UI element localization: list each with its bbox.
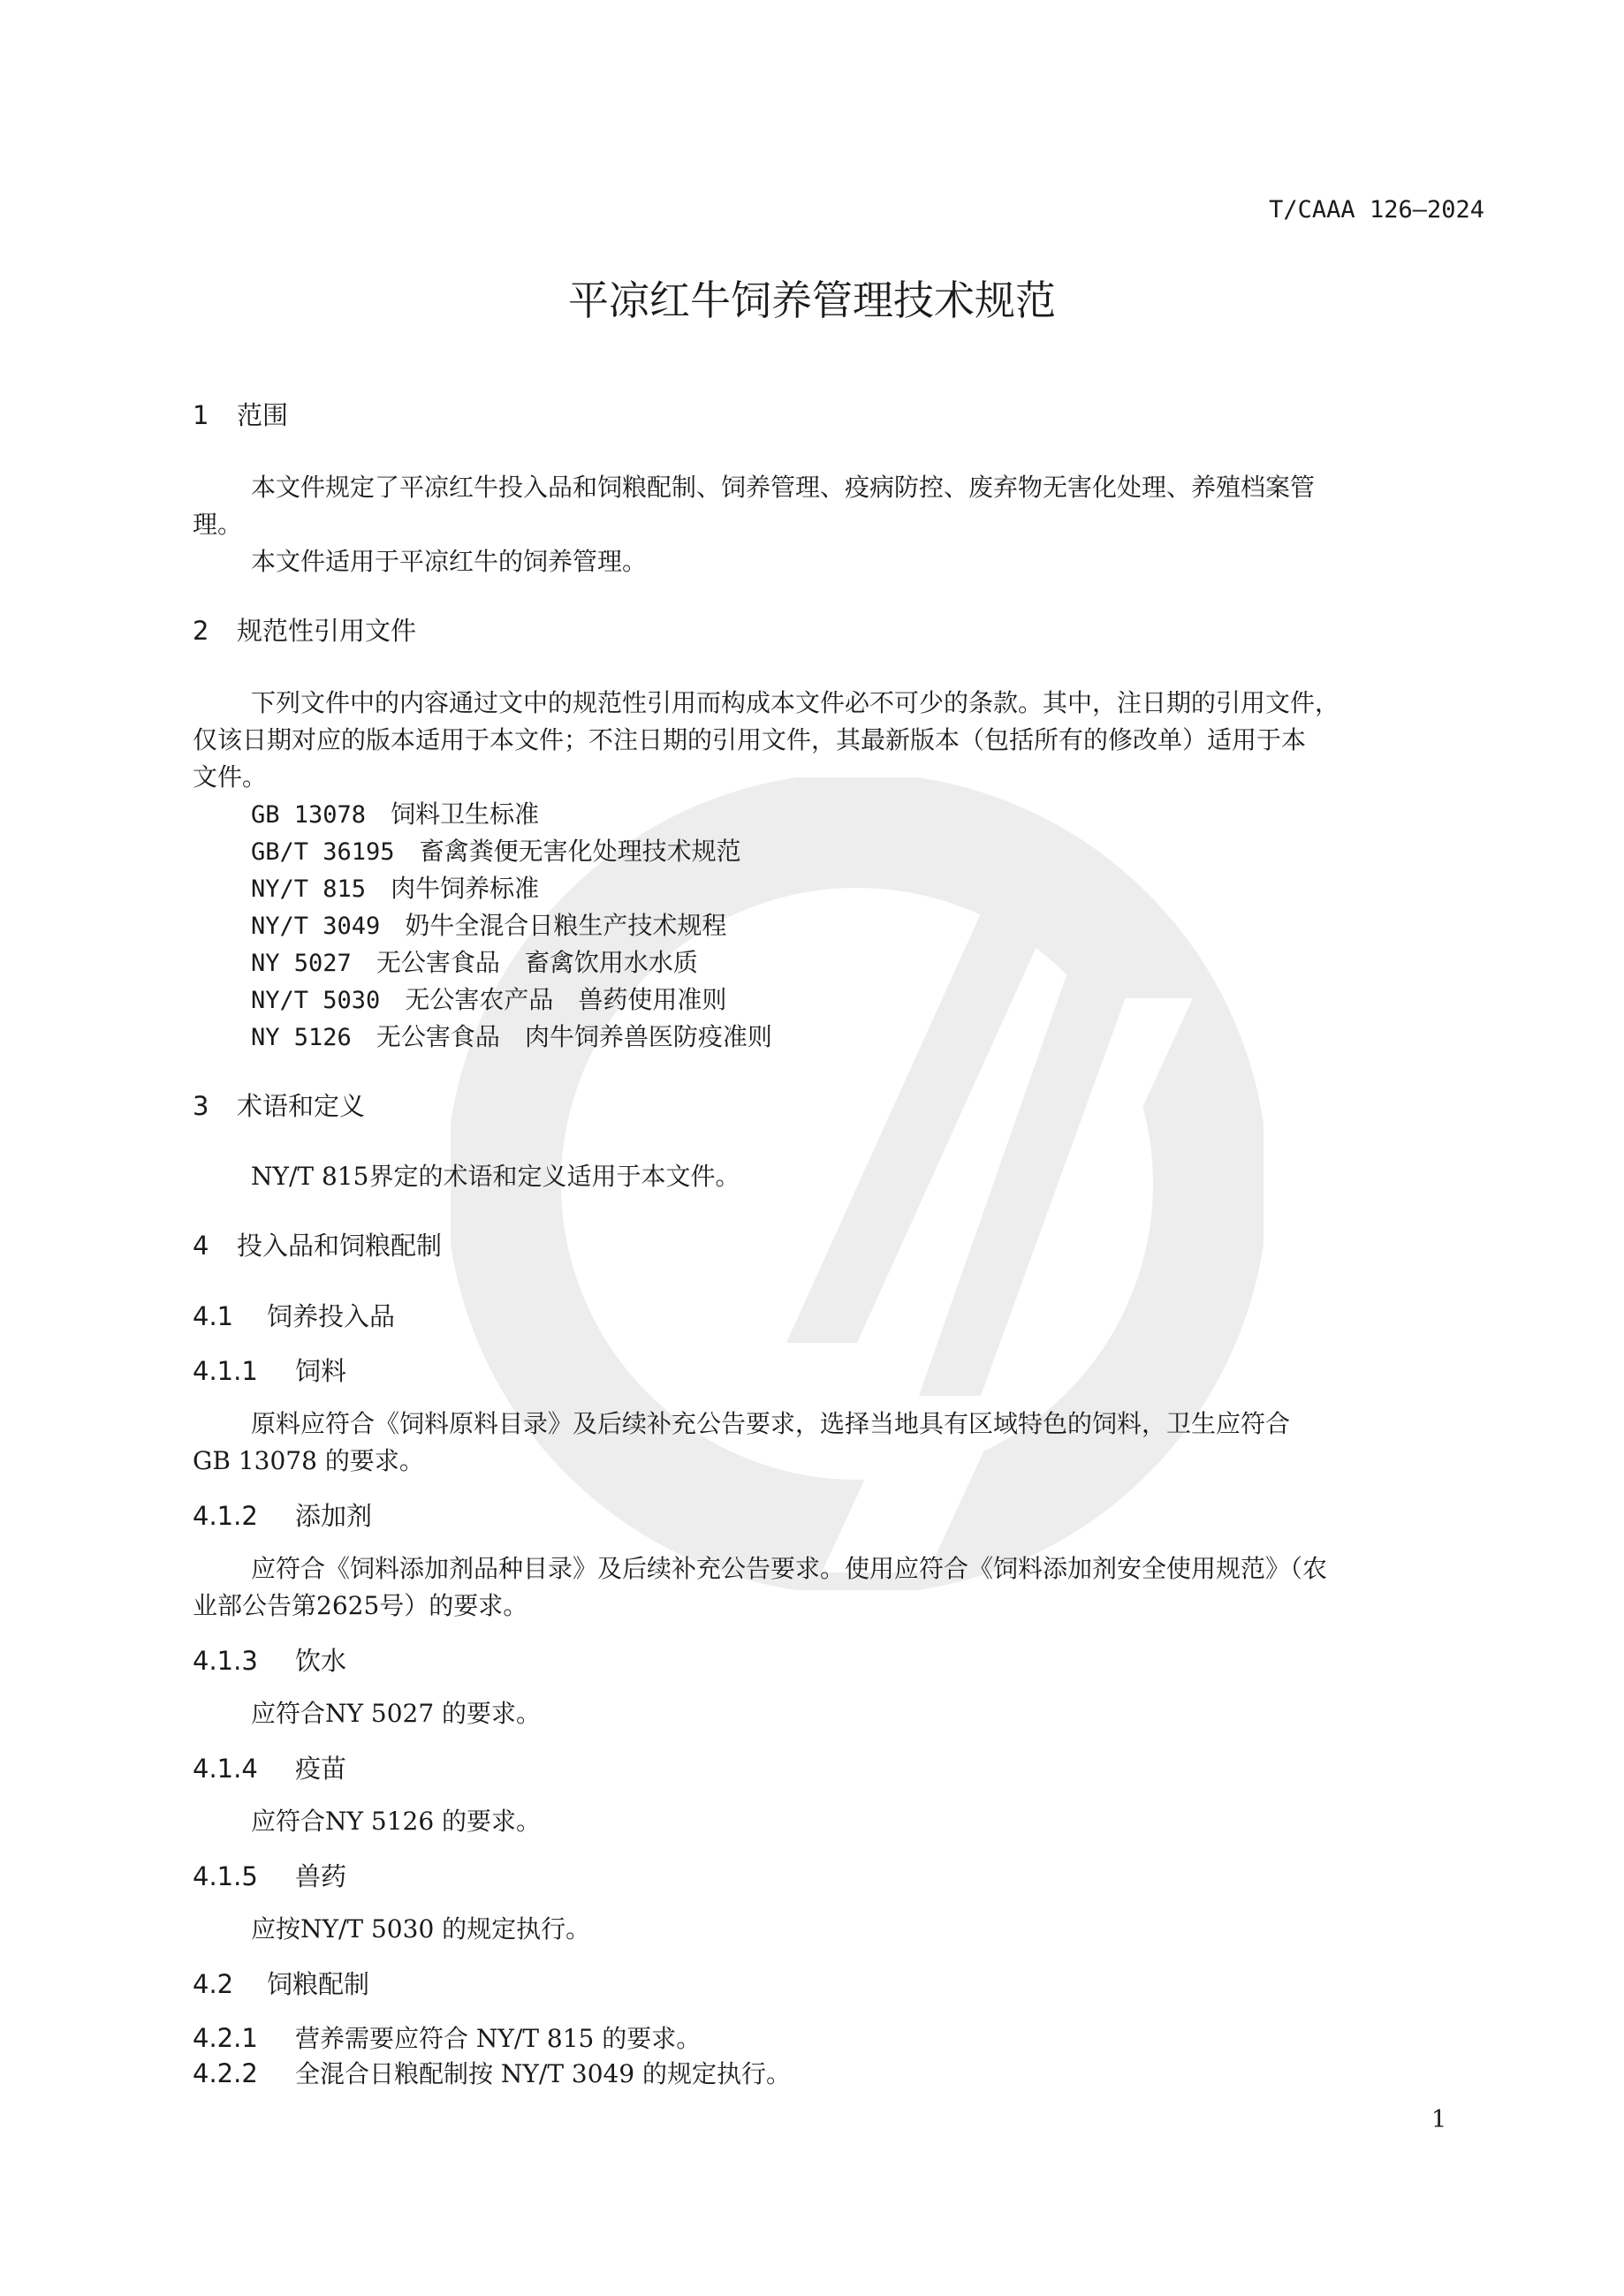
paragraph-line: NY/T 815界定的术语和定义适用于本文件。 <box>251 1162 740 1191</box>
paragraph-line: 下列文件中的内容通过文中的规范性引用而构成本文件必不可少的条款。其中，注日期的引用文件， <box>251 688 1340 717</box>
subsection-4-1-heading <box>193 1297 395 1333</box>
paragraph-line: GB 13078 的要求。 <box>193 1446 424 1475</box>
paragraph-line: 原料应符合《饲料原料目录》及后续补充公告要求，选择当地具有区域特色的饲料，卫生应符合 <box>251 1409 1291 1438</box>
paragraph-line: 业部公告第2625号）的要求。 <box>193 1591 528 1620</box>
clause-4-2-2 <box>193 2055 791 2090</box>
subsection-4-1-5-heading <box>193 1857 346 1893</box>
section-title: 投入品和饲粮配制 <box>237 1231 443 1261</box>
reference-item <box>251 1018 772 1053</box>
clause-text: 营养需要应符合 NY/T 815 的要求。 <box>295 2024 702 2053</box>
reference-code: GB/T 36195 <box>251 838 395 866</box>
section-number: 4.2.2 <box>193 2058 258 2088</box>
section-number: 2 <box>193 616 209 646</box>
paragraph-line: 理。 <box>193 510 243 539</box>
reference-item <box>251 981 726 1016</box>
section-title: 饲粮配制 <box>267 1969 370 1999</box>
section-number: 4 <box>193 1231 209 1261</box>
reference-code: NY/T 5030 <box>251 987 381 1014</box>
section-number: 4.1.3 <box>193 1646 258 1676</box>
reference-title: 饲料卫生标准 <box>391 799 540 829</box>
reference-title: 无公害农产品 兽药使用准则 <box>405 985 727 1014</box>
section-title: 饮水 <box>295 1646 347 1676</box>
section-2-heading <box>193 611 416 648</box>
section-title: 规范性引用文件 <box>237 616 417 646</box>
reference-code: NY 5126 <box>251 1024 352 1051</box>
section-title: 兽药 <box>295 1861 347 1891</box>
section-title: 疫苗 <box>295 1754 347 1784</box>
section-1-heading <box>193 396 288 432</box>
section-number: 4.1.5 <box>193 1861 258 1891</box>
section-title: 饲料 <box>295 1356 347 1386</box>
subsection-4-1-1-heading <box>193 1352 346 1388</box>
reference-item <box>251 795 539 830</box>
section-number: 1 <box>193 400 209 430</box>
paragraph-line: 本文件适用于平凉红牛的饲养管理。 <box>251 547 648 576</box>
reference-title: 奶牛全混合日粮生产技术规程 <box>405 911 727 940</box>
reference-code: NY 5027 <box>251 950 352 977</box>
paragraph-line: 应符合《饲料添加剂品种目录》及后续补充公告要求。使用应符合《饲料添加剂安全使用规范》（农 <box>251 1554 1328 1583</box>
reference-item <box>251 832 741 868</box>
page-number: 1 <box>1431 2106 1447 2133</box>
clause-text: 全混合日粮配制按 NY/T 3049 的规定执行。 <box>295 2059 792 2088</box>
paragraph-line: 文件。 <box>193 762 268 792</box>
paragraph-line: 仅该日期对应的版本适用于本文件；不注日期的引用文件，其最新版本（包括所有的修改单）适用于本 <box>193 725 1307 754</box>
reference-item <box>251 943 698 979</box>
reference-code: NY/T 3049 <box>251 913 381 940</box>
paragraph-line: 本文件规定了平凉红牛投入品和饲粮配制、饲养管理、疫病防控、废弃物无害化处理、养殖档案管 <box>251 473 1316 502</box>
section-title: 饲养投入品 <box>267 1301 396 1331</box>
section-number: 4.1 <box>193 1301 234 1331</box>
paragraph-line: 应按NY/T 5030 的规定执行。 <box>251 1914 591 1944</box>
section-number: 3 <box>193 1091 209 1121</box>
section-4-heading <box>193 1226 442 1262</box>
reference-title: 无公害食品 畜禽饮用水水质 <box>376 948 698 977</box>
section-number: 4.2 <box>193 1969 234 1999</box>
document-title: 平凉红牛饲养管理技术规范 <box>568 277 1056 324</box>
reference-code: NY/T 815 <box>251 875 367 903</box>
subsection-4-1-3-heading <box>193 1641 346 1678</box>
section-number: 4.1.1 <box>193 1356 258 1386</box>
paragraph-line: 应符合NY 5027 的要求。 <box>251 1699 542 1728</box>
reference-title: 无公害食品 肉牛饲养兽医防疫准则 <box>376 1022 772 1051</box>
reference-code: GB 13078 <box>251 801 367 829</box>
reference-title: 肉牛饲养标准 <box>391 874 540 903</box>
reference-title: 畜禽粪便无害化处理技术规范 <box>419 837 741 866</box>
section-title: 添加剂 <box>295 1501 373 1531</box>
subsection-4-1-2-heading <box>193 1497 372 1533</box>
section-number: 4.2.1 <box>193 2023 258 2053</box>
subsection-4-2-heading <box>193 1965 369 2001</box>
section-3-heading <box>193 1087 365 1123</box>
subsection-4-1-4-heading <box>193 1749 346 1785</box>
section-number: 4.1.2 <box>193 1501 258 1531</box>
reference-item <box>251 906 726 942</box>
section-title: 范围 <box>237 400 289 430</box>
document-number: T/CAAA 126—2024 <box>1269 196 1484 224</box>
reference-item <box>251 869 539 905</box>
section-number: 4.1.4 <box>193 1754 258 1784</box>
paragraph-line: 应符合NY 5126 的要求。 <box>251 1807 542 1836</box>
section-title: 术语和定义 <box>237 1091 366 1121</box>
clause-4-2-1 <box>193 2019 701 2055</box>
